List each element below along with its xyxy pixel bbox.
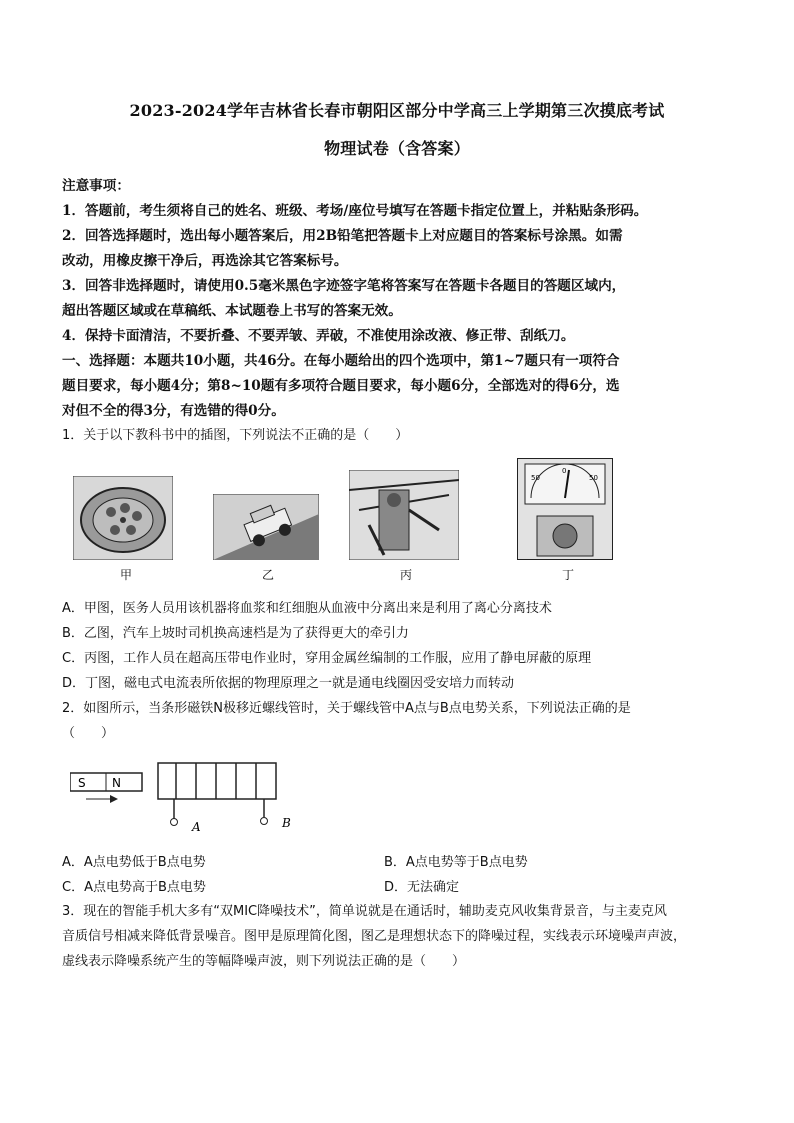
q3-line-3: 虚线表示降噪系统产生的等幅降噪声波，则下列说法正确的是（ ） — [62, 954, 466, 969]
q1-figure-bing — [349, 470, 459, 560]
q2-option-d: D．无法确定 — [384, 880, 460, 895]
meter-tick-right: 50 — [589, 474, 598, 482]
q2-figure — [70, 755, 310, 837]
q1-option-a: A．甲图，医务人员用该机器将血浆和红细胞从血液中分离出来是利用了离心分离技术 — [62, 601, 552, 616]
q1-figure-yi — [213, 494, 319, 560]
notice-item-1: 1．答题前，考生须将自己的姓名、班级、考场/座位号填写在答题卡指定位置上，并粘贴条形码。 — [62, 203, 648, 219]
notice-heading: 注意事项： — [62, 178, 130, 194]
notice-item-4: 4．保持卡面清洁，不要折叠、不要弄皱、弄破，不准使用涂改液、修正带、刮纸刀。 — [62, 328, 575, 344]
point-b-label: B — [282, 816, 291, 830]
q1-caption-jia: 甲 — [120, 568, 133, 582]
section-intro-1: 一、选择题：本题共10小题，共46分。在每小题给出的四个选项中，第1~7题只有一项符合 — [62, 353, 620, 369]
q3-line-1: 3．现在的智能手机大多有“双MIC降噪技术”，简单说就是在通话时，辅助麦克风收集背景音，与主麦克风 — [62, 904, 667, 919]
q1-caption-yi: 乙 — [262, 568, 275, 582]
magnet-s-label: S — [78, 776, 86, 790]
notice-item-3: 3．回答非选择题时，请使用0.5毫米黑色字迹签字笔将答案写在答题卡各题目的答题区域内， — [62, 278, 626, 294]
section-intro-2: 题目要求，每小题4分；第8~10题有多项符合题目要求，每小题6分，全部选对的得6分，选 — [62, 378, 620, 394]
q2-stem-paren: （ ） — [62, 726, 115, 741]
q1-option-d: D．丁图，磁电式电流表所依据的物理原理之一就是通电线圈因受安培力而转动 — [62, 676, 515, 691]
meter-tick-mid: 0 — [562, 467, 567, 475]
q2-option-a: A．A点电势低于B点电势 — [62, 855, 206, 870]
q1-caption-bing: 丙 — [400, 568, 413, 582]
q3-line-2: 音质信号相减来降低背景噪音。图甲是原理简化图，图乙是理想状态下的降噪过程，实线表示环境噪声声波， — [62, 929, 687, 944]
notice-item-3-cont: 超出答题区域或在草稿纸、本试题卷上书写的答案无效。 — [62, 303, 402, 319]
exam-title: 2023-2024学年吉林省长春市朝阳区部分中学高三上学期第三次摸底考试 — [129, 101, 665, 120]
notice-item-2-cont: 改动，用橡皮擦干净后，再选涂其它答案标号。 — [62, 253, 348, 269]
q1-option-c: C．丙图，工作人员在超高压带电作业时，穿用金属丝编制的工作服，应用了静电屏蔽的原理 — [62, 651, 592, 666]
meter-tick-left: 50 — [531, 474, 540, 482]
point-a-label: A — [192, 820, 201, 834]
q1-caption-ding: 丁 — [562, 568, 575, 582]
q1-option-b: B．乙图，汽车上坡时司机换高速档是为了获得更大的牵引力 — [62, 626, 409, 641]
q2-option-b: B．A点电势等于B点电势 — [384, 855, 528, 870]
magnet-n-label: N — [112, 776, 121, 790]
q1-figure-ding — [517, 458, 613, 560]
notice-item-2: 2．回答选择题时，选出每小题答案后，用2B铅笔把答题卡上对应题目的答案标号涂黑。如需 — [62, 228, 623, 244]
exam-subtitle: 物理试卷（含答案） — [324, 139, 470, 158]
q2-option-c: C．A点电势高于B点电势 — [62, 880, 206, 895]
q1-stem: 1．关于以下教科书中的插图，下列说法不正确的是（ ） — [62, 428, 409, 443]
section-intro-3: 对但不全的得3分，有选错的得0分。 — [62, 403, 285, 419]
q2-stem: 2．如图所示，当条形磁铁N极移近螺线管时，关于螺线管中A点与B点电势关系，下列说法正确的是 — [62, 701, 631, 716]
q1-figure-jia — [73, 476, 173, 560]
